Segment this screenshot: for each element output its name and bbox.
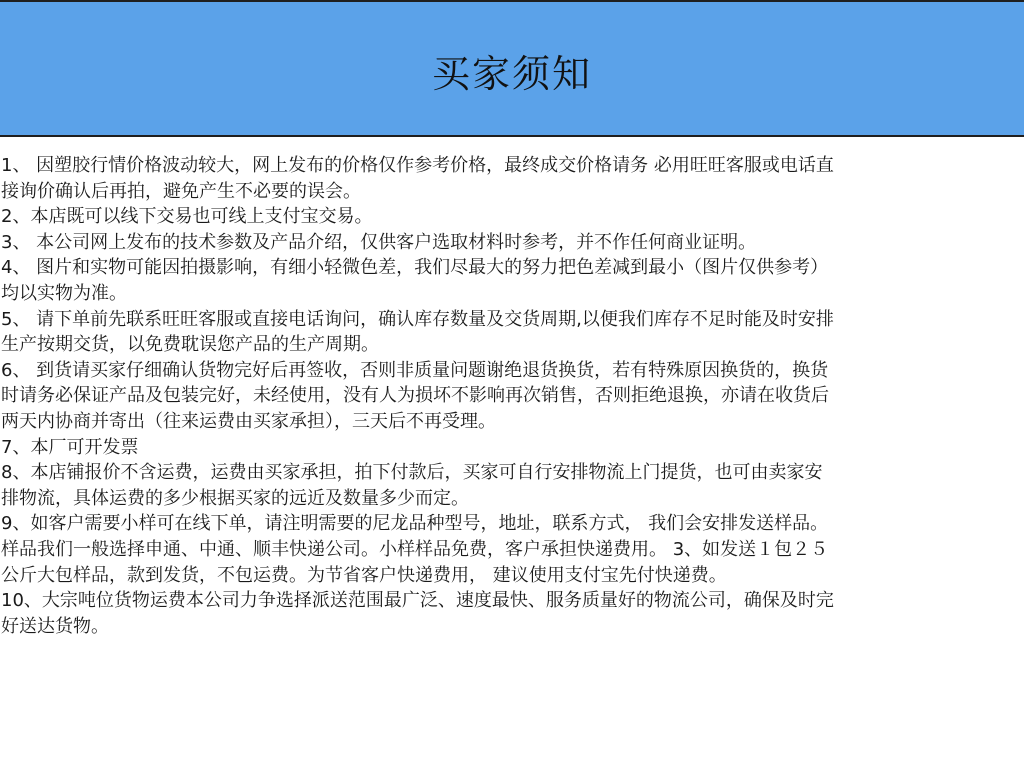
notice-item-5 [1,307,1022,358]
title-banner [0,0,1024,137]
notice-line: 接询价确认后再拍，避免产生不必要的误会。 [1,180,361,202]
notice-line: 两天内协商并寄出（往来运费由买家承担），三天后不再受理。 [1,410,496,432]
notice-line: 10、大宗吨位货物运费本公司力争选择派送范围最广泛、速度最快、服务质量好的物流公司，确保及时完 [1,590,834,612]
notice-line: 8、本店铺报价不含运费，运费由买家承担，拍下付款后，买家可自行安排物流上门提货，也可由卖家安 [1,462,823,484]
notice-line: 排物流，具体运费的多少根据买家的远近及数量多少而定。 [1,487,469,509]
notice-item-10 [1,588,1022,639]
notice-item-9 [1,511,1022,588]
notice-item-6 [1,358,1022,435]
notice-line: 4、 图片和实物可能因拍摄影响，有细小轻微色差，我们尽最大的努力把色差减到最小（图片仅供参考） [1,257,829,279]
page-title: 买家须知 [431,52,592,96]
notice-line: 公斤大包样品，款到发货，不包运费。为节省客户快递费用， 建议使用支付宝先付快递费。 [1,564,727,586]
notice-item-3 [1,230,1022,256]
notice-line: 均以实物为准。 [1,282,127,304]
notice-line: 生产按期交货，以免费耽误您产品的生产周期。 [1,334,379,356]
notice-line: 时请务必保证产品及包装完好，未经使用，没有人为损坏不影响再次销售，否则拒绝退换，亦请在收货后 [1,385,829,407]
notice-line: 2、本店既可以线下交易也可线上支付宝交易。 [1,206,373,228]
notice-item-7 [1,435,1022,461]
notice-line: 9、如客户需要小样可在线下单，请注明需要的尼龙品种型号，地址，联系方式， 我们会安排发送样品。 [1,513,829,535]
notice-item-4 [1,255,1022,306]
notice-list [1,153,1022,639]
notice-line: 样品我们一般选择申通、中通、顺丰快递公司。小样样品免费，客户承担快递费用。 3、如发送１包２５ [1,538,829,560]
notice-line: 5、 请下单前先联系旺旺客服或直接电话询问，确认库存数量及交货周期,以便我们库存不足时能及时安排 [1,308,834,330]
notice-line: 3、 本公司网上发布的技术参数及产品介绍，仅供客户选取材料时参考，并不作任何商业证明。 [1,231,757,253]
notice-line: 6、 到货请买家仔细确认货物完好后再签收，否则非质量问题谢绝退货换货，若有特殊原因换货的，换货 [1,359,829,381]
notice-line: 1、 因塑胶行情价格波动较大，网上发布的价格仅作参考价格，最终成交价格请务 必用旺旺客服或电话直 [1,155,834,176]
notice-item-2 [1,204,1022,230]
notice-line: 好送达货物。 [1,615,109,637]
notice-line: 7、本厂可开发票 [1,436,139,458]
notice-item-8 [1,460,1022,511]
notice-item-1 [1,153,1022,204]
